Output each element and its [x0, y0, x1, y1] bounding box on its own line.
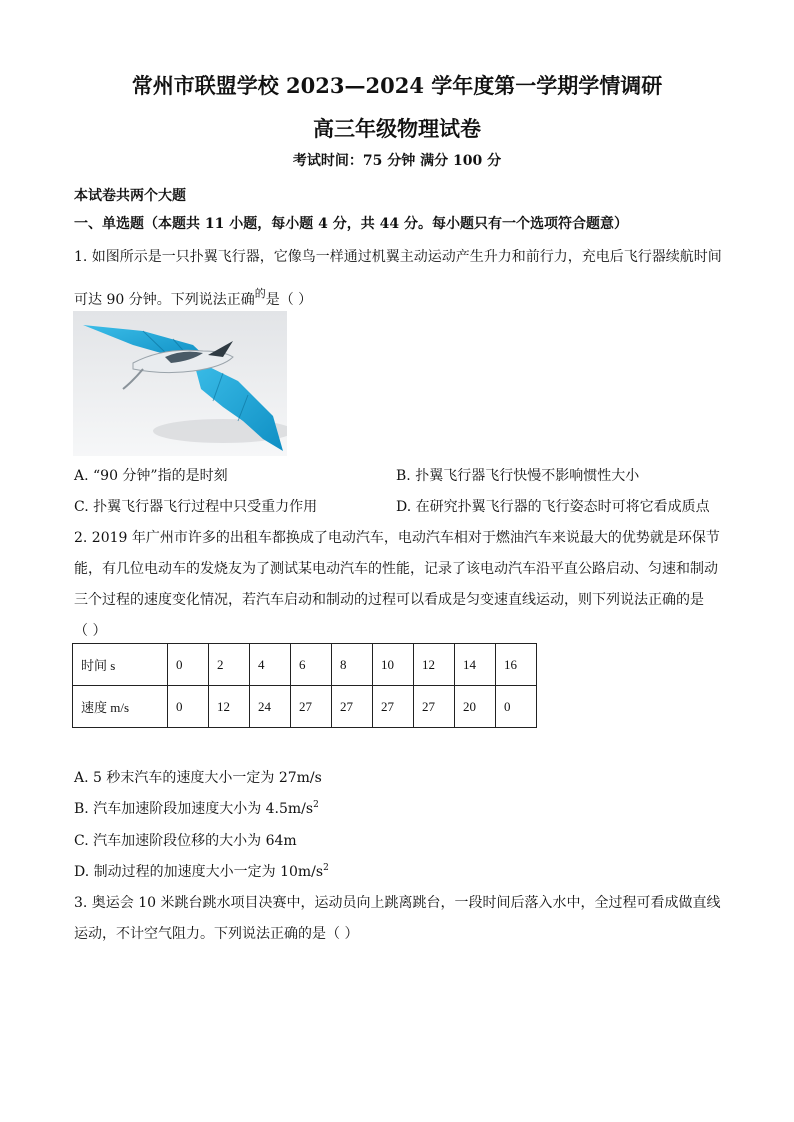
table-cell: 0	[496, 686, 537, 728]
table-row-time	[73, 644, 537, 686]
q1-option-a: A. “90 分钟”指的是时刻	[74, 468, 228, 484]
q2-stem-line2: 能，有几位电动车的发烧友为了测试某电动汽车的性能，记录了该电动汽车沿平直公路启动、匀速和制动	[74, 561, 718, 577]
q1-option-b: B. 扑翼飞行器飞行快慢不影响惯性大小	[396, 468, 640, 484]
q1-option-c: C. 扑翼飞行器飞行过程中只受重力作用	[74, 499, 318, 515]
table-cell: 20	[455, 686, 496, 728]
row-label-time: 时间 s	[73, 644, 168, 686]
table-row-speed	[73, 686, 537, 728]
table-cell: 12	[209, 686, 250, 728]
q2-option-b-sup: 2	[313, 800, 319, 810]
paper-intro: 本试卷共两个大题	[74, 188, 186, 204]
table-cell: 8	[332, 644, 373, 686]
table-cell: 2	[209, 644, 250, 686]
table-cell: 0	[168, 644, 209, 686]
q1-option-d: D. 在研究扑翼飞行器的飞行姿态时可将它看成质点	[396, 499, 710, 515]
velocity-table	[72, 643, 537, 728]
q2-option-a: A. 5 秒末汽车的速度大小一定为 27m/s	[74, 770, 322, 786]
row-label-speed: 速度 m/s	[73, 686, 168, 728]
table-cell: 27	[373, 686, 414, 728]
table-cell: 12	[414, 644, 455, 686]
table-cell: 14	[455, 644, 496, 686]
exam-title: 常州市联盟学校 2023—2024 学年度第一学期学情调研	[131, 73, 663, 98]
section-heading: 一、单选题（本题共 11 小题，每小题 4 分，共 44 分。每小题只有一个选项符合题意）	[74, 216, 628, 232]
table-cell: 10	[373, 644, 414, 686]
table-cell: 27	[332, 686, 373, 728]
q1-stem-line1: 1. 如图所示是一只扑翼飞行器，它像鸟一样通过机翼主动运动产生升力和前行力，充电后飞行器续航时间	[74, 249, 722, 265]
q2-option-c: C. 汽车加速阶段位移的大小为 64m	[74, 833, 297, 849]
exam-subtitle: 高三年级物理试卷	[313, 116, 481, 141]
q3-stem-line2: 运动，不计空气阻力。下列说法正确的是（ ）	[74, 926, 359, 942]
table-cell: 24	[250, 686, 291, 728]
q1-stem-line2	[74, 285, 312, 309]
exam-info: 考试时间：75 分钟 满分 100 分	[292, 153, 502, 169]
q3-stem-line1: 3. 奥运会 10 米跳台跳水项目决赛中，运动员向上跳离跳台，一段时间后落入水中，全过程可看成做直线	[74, 895, 721, 911]
table-cell: 6	[291, 644, 332, 686]
table-cell: 0	[168, 686, 209, 728]
ornithopter-image	[73, 311, 287, 456]
q1-stem-end: 是（ ）	[265, 292, 313, 308]
q1-stem-sup: 的	[254, 287, 266, 300]
table-cell: 4	[250, 644, 291, 686]
table-cell: 16	[496, 644, 537, 686]
q2-option-b-text: B. 汽车加速阶段加速度大小为 4.5m/s	[74, 801, 314, 817]
q2-option-b	[74, 798, 319, 818]
ornithopter-figure	[73, 311, 287, 456]
q2-stem-line3: 三个过程的速度变化情况，若汽车启动和制动的过程可以看成是匀变速直线运动，则下列说法正确的是	[74, 592, 704, 608]
table-cell: 27	[414, 686, 455, 728]
q1-stem-text: 可达 90 分钟。下列说法正确	[74, 292, 255, 308]
table-cell: 27	[291, 686, 332, 728]
q2-option-d	[74, 861, 329, 881]
q2-stem-line1: 2. 2019 年广州市许多的出租车都换成了电动汽车，电动汽车相对于燃油汽车来说最大的优势就是环保节	[74, 530, 720, 546]
q2-option-d-sup: 2	[323, 863, 329, 873]
q2-option-d-text: D. 制动过程的加速度大小一定为 10m/s	[74, 864, 324, 880]
q2-stem-line4: （ ）	[74, 623, 107, 639]
